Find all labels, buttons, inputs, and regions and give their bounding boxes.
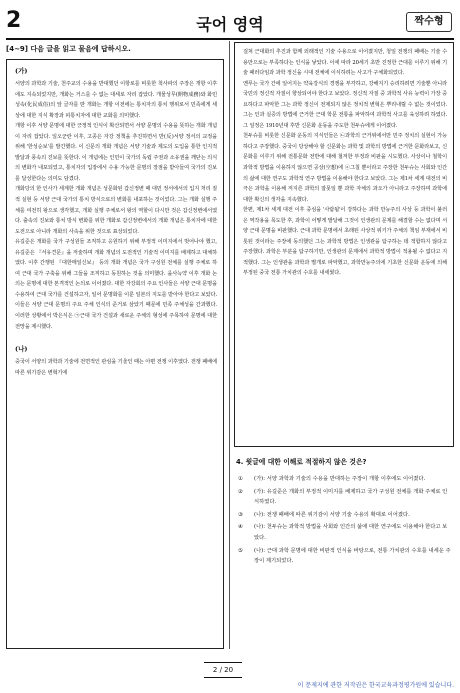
segment-label-ga: (가) bbox=[15, 67, 28, 75]
passage-paragraph: 천두슈를 비롯한 신문화 운동의 지식인들은 ㉡과학의 근거위에서만 민주 정치의 실현이 가능하다고 주장했다. 중국이 당상해야 할 신문화는 과학 및 과학의 방법에 근거한 문화라보고, 신문화를 이루기 위해 전통문화 전반에 대해 철저한 부정과 비판을 시도했다. 사상이나 철학이 과학적 방법을 이용하지 않으면 공상(空想)에 ⓐ그칠 뿐이라고 주장한 천두슈는 사회와 인간의 삶에 대한 연구도 과학적 연구 방법을 이용해야 한다고 보았다. 그는 제1차 세계 대전의 비극은 과학을 이용해 저지른 과학의 잘못일 뿐 과학 자체의 과오가 아니라고 주장하며 과학에 대한 확신의 생각을 지속했다. bbox=[243, 133, 447, 203]
passage-box-right bbox=[234, 42, 454, 447]
choice-text: (가): 유길준은 개화의 부정적 이미지를 배제하고 국가 구성원 전체를 개화 주체로 인식하였다. bbox=[254, 488, 448, 506]
passage-paragraph: 서양의 과학과 기술, 천주교의 수용을 반대했던 이항로를 비롯한 척사파의 주장은 개항 이후에도 지속되었지만, 개화는 거스를 수 없는 대세로 자리 잡았다. 개물성무(開物成務)와 화민성속(化民成俗)의 앞 글자를 딴 개화는 개항 이전에는 통치자의 통치 행위로서 민족에게 세상에 대한 지식 확장과 피통치자에 대한 교화를 의미했다. bbox=[15, 81, 217, 119]
passage-paragraph: 개화당의 한 인사가 세계한 개화 개념은 성문화된 갑신정변 때 대민 정서에서의 입지 처리 질적 실현 등 서양 근대 국가의 통치 방식으로의 변화를 내포하는 것이었다. 그는 개화 실행 주체를 여전히 왕으로 생각했고, 개화 실행 주체로서 왕의 역할이 다시만 것은 갑신정변에서였다. 출속의 진보와 통치 방식 변화를 위한 개화로 갑신정변에서의 개화 개념은 통치자에 대한 도전으로 아니라 개화의 사속을 위한 것으로 표상되었다. bbox=[15, 186, 217, 235]
question-4-stem: 4. 윗글에 대한 이해로 적절하지 않은 것은? bbox=[236, 458, 367, 466]
passage-paragraph: 개항 이후 서양 문명에 대한 긍정적 인식이 확산되면서 서양 문명의 수용을 뜻하는 개화 개념이 자리 잡았다. 일오군란 이후, 고종은 자강 정책을 추진하면서 반(反)서양 정서의 교정을 위해 '한성순보'를 발간했다. 이 신문의 개화 개념은 서양 기술과 제도의 도입을 통한 인지적 발달과 풍속의 진보를 뜻한다. 이 개념에는 인민이 국가의 독립 주권과 소유권을 깨닫는 의식의 변화가 내포되었고, 통치자의 입장에서 수용 가능한 문명의 장점을 받아들여 국가의 진보를 달성한다는 의미도 담겼다. bbox=[15, 123, 217, 182]
passage-paragraph: 유길준은 개화를 국가 구성원들 조직하고 응원하기 위해 부정적 이미지에서 벗어나야 했고, 유길준은 『서유견문』을 저술하며 개화 개념의 도전적인 기술적 이미지를 배제하고 대체하였다. 이후 간행된 『대한매일신보』 등의 개화 개념은 국가 구성원 전체를 실행 주체로 하여 근대 국가 구축을 위해 그들을 조직하고 동원하는 것을 의미했다. 을사늑약 이후 개화 논의는 문명에 대한 본격적인 논의로 이어졌다. 대한 자강회의 주요 인사들은 서양 근대 문명을 수용하여 근대 국가를 건설하고자, 일어 문명화를 이룬 일본의 지도를 받아야 한다고 보았다. 이들은 서양 근대 문명의 주요 주체 인식의 준거로 삼았기 때문에 민족 주체성을 간과했다. 이러한 상황에서 박은식은 ㉠근대 국가 건설과 새로운 주체의 형성에 주목하여 문명에 대한 전망을 제시했다. bbox=[15, 239, 217, 330]
choice-text: (나): 천두슈는 과학적 방법을 사회와 인간의 삶에 대한 연구에도 이용해야 한다고 보았다. bbox=[254, 524, 448, 541]
passage-box-left bbox=[6, 59, 224, 649]
copyright-notice: 이 문제지에 관한 저작권은 한국교육과정평가원에 있습니다. bbox=[297, 682, 454, 689]
column-divider bbox=[229, 41, 230, 649]
answer-choice-5[interactable] bbox=[238, 546, 452, 567]
passage-paragraph: 옌푸는 국가 간에 일어지는 약육강식의 경쟁을 부각하고, 강해지기 승리하려면 기술뿐 아니라 국민의 정신적 자질이 향상되어야 한다고 보았다. 정신적 자질 중 과학적 사유 능력이 가장 중요하다고 파악한 그는 과학 정신이 전제되지 않은 정치적 변혁은 뿌리내릴 수 없는 것이었다. 그는 인과 실증의 방법에 근거한 근대 학문 전통을 파악하여 과학적 사고를 육성하려 하였다. 그 일정은 1910년대 후반 신문화 운동을 주도한 천두슈에게 이어졌다. bbox=[243, 80, 447, 129]
subject-title: 국어 영역 bbox=[196, 15, 264, 34]
choice-text: (나): 근대 과학 문명에 대한 비판적 인식을 바탕으로, 전통 가치관의 수호를 내세운 주장이 제기되었다. bbox=[254, 547, 451, 565]
test-type-badge: 짝수형 bbox=[406, 12, 452, 32]
passage-paragraph: 걸쳐 근대화의 추진과 함께 외래적인 기술 수용으로 이어졌지만, 청일 전쟁의 패배는 기술 수용만으로는 부족하다는 인식을 낳았다. 이에 따라 20세기 초반 진정한 근대를 이루기 위해 기술 패러다임과 과학 정신을 시대 전체에 이식하려는 사고가 구체화되었다. bbox=[243, 49, 447, 77]
segment-label-na: (나) bbox=[15, 345, 28, 354]
answer-choice-2[interactable] bbox=[238, 487, 452, 508]
choice-number: ⑤ bbox=[238, 547, 243, 554]
answer-choice-1[interactable] bbox=[238, 474, 452, 485]
choice-number: ④ bbox=[238, 524, 243, 531]
header-divider bbox=[6, 38, 454, 40]
page-indicator: 2 / 20 bbox=[204, 662, 242, 678]
choice-text: (나): 전쟁 패배에 따른 위기감이 서양 기술 수용의 확대로 이어졌다. bbox=[254, 511, 410, 518]
question-range-instruction: [4~9] 다음 글을 읽고 물음에 답하시오. bbox=[6, 45, 131, 53]
choice-number: ① bbox=[238, 476, 243, 482]
choice-number: ② bbox=[238, 488, 243, 495]
passage-paragraph: 한편, 제1차 세계 대전 이후 중심을 '사람됨'이 강하다는 과학 만능주의 사상 등 과학이 불러온 역작용을 목도한 후, 과학이 어떻게 발달해 그것이 인생관의 문제를 해결할 수는 없다며 서양 근대 문명을 비판했다. 근대 과학 문명에서 초래된 사상적 위기가 주체의 책임 부재에서 비롯된 것이라는 주장에 동의했던 그는 과학적 방법은 인생관을 탐구하는 데 적합하지 않다고 주장했다. 과학은 부분을 탐구하기만, 인생관의 문제에서 과학적 방법이 적용될 수 없다고 지적했다. 그는 인생관을 과학과 별개로 파악했고, 과학만능주의에 기초한 신문화 운동에 의해 부정된 중국 전통 가치관의 수호를 내세웠다. bbox=[243, 207, 447, 277]
choice-number: ③ bbox=[238, 511, 243, 518]
answer-choice-3[interactable] bbox=[238, 510, 452, 521]
choice-text: (가): 서양 과학과 기술의 수용을 반대하는 주장이 개항 이후에도 이어졌다. bbox=[254, 476, 426, 482]
passage-paragraph: 중국이 서양의 과학과 기술에 전면적인 관심을 기울인 때는 아편 전쟁 이후였다. 전쟁 패배에 따른 위기감은 변혁기에 bbox=[15, 359, 217, 376]
answer-choice-4[interactable] bbox=[238, 522, 452, 543]
answer-choices bbox=[238, 474, 452, 569]
page-number-label: 2 bbox=[6, 8, 22, 33]
